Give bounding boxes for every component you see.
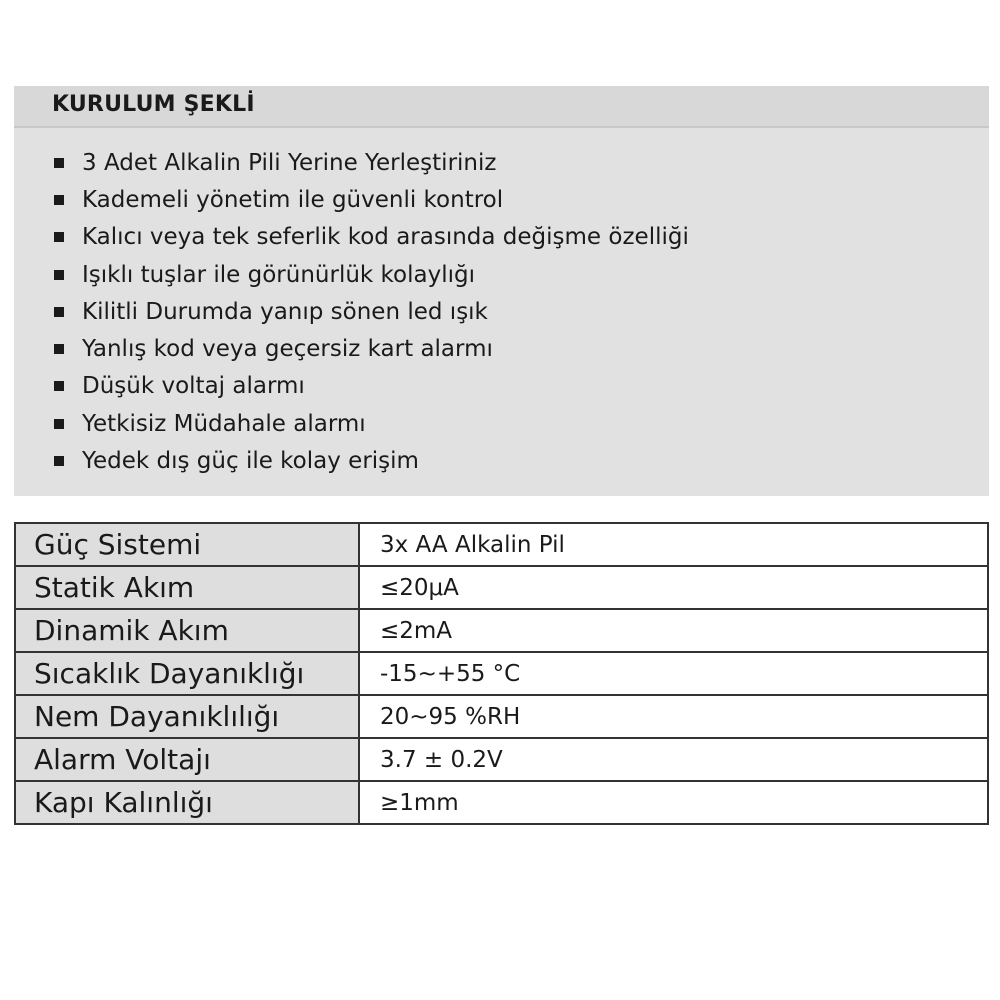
spec-value-cell: ≤2mA (359, 609, 988, 652)
feature-text: Yedek dış güç ile kolay erişim (82, 448, 419, 475)
feature-item (54, 293, 689, 330)
table-row (15, 652, 988, 695)
spec-value-cell: 3.7 ± 0.2V (359, 738, 988, 781)
installation-title: KURULUM ŞEKLİ (52, 92, 255, 117)
feature-item (54, 219, 689, 256)
table-row (15, 695, 988, 738)
spec-name-cell: Kapı Kalınlığı (15, 781, 359, 824)
spec-name-cell: Statik Akım (15, 566, 359, 609)
feature-item (54, 368, 689, 405)
spec-value-cell: 20~95 %RH (359, 695, 988, 738)
spec-value-cell: -15~+55 °C (359, 652, 988, 695)
spec-value-cell: ≤20μA (359, 566, 988, 609)
table-row (15, 566, 988, 609)
feature-item (54, 144, 689, 181)
square-bullet-icon (54, 195, 64, 205)
feature-text: Yetkisiz Müdahale alarmı (82, 410, 366, 437)
spec-value-cell: 3x AA Alkalin Pil (359, 523, 988, 566)
feature-item (54, 442, 689, 479)
feature-item (54, 405, 689, 442)
feature-text: Kilitli Durumda yanıp sönen led ışık (82, 298, 488, 325)
table-row (15, 523, 988, 566)
feature-item (54, 256, 689, 293)
square-bullet-icon (54, 307, 64, 317)
feature-list (54, 144, 689, 480)
spec-name-cell: Nem Dayanıklılığı (15, 695, 359, 738)
feature-text: 3 Adet Alkalin Pili Yerine Yerleştiriniz (82, 149, 497, 176)
table-row (15, 609, 988, 652)
feature-text: Kademeli yönetim ile güvenli kontrol (82, 186, 504, 213)
feature-text: Kalıcı veya tek seferlik kod arasında değişme özelliği (82, 224, 689, 251)
feature-item (54, 330, 689, 367)
square-bullet-icon (54, 344, 64, 354)
square-bullet-icon (54, 270, 64, 280)
feature-item (54, 181, 689, 218)
spec-table (14, 522, 989, 825)
square-bullet-icon (54, 158, 64, 168)
spec-name-cell: Alarm Voltajı (15, 738, 359, 781)
table-row (15, 781, 988, 824)
table-row (15, 738, 988, 781)
square-bullet-icon (54, 419, 64, 429)
feature-text: Yanlış kod veya geçersiz kart alarmı (82, 336, 493, 363)
installation-header (14, 86, 989, 128)
feature-text: Işıklı tuşlar ile görünürlük kolaylığı (82, 261, 475, 288)
square-bullet-icon (54, 232, 64, 242)
installation-panel (14, 86, 989, 496)
spec-value-cell: ≥1mm (359, 781, 988, 824)
square-bullet-icon (54, 381, 64, 391)
spec-name-cell: Sıcaklık Dayanıklığı (15, 652, 359, 695)
feature-text: Düşük voltaj alarmı (82, 373, 305, 400)
square-bullet-icon (54, 456, 64, 466)
spec-name-cell: Güç Sistemi (15, 523, 359, 566)
spec-name-cell: Dinamik Akım (15, 609, 359, 652)
